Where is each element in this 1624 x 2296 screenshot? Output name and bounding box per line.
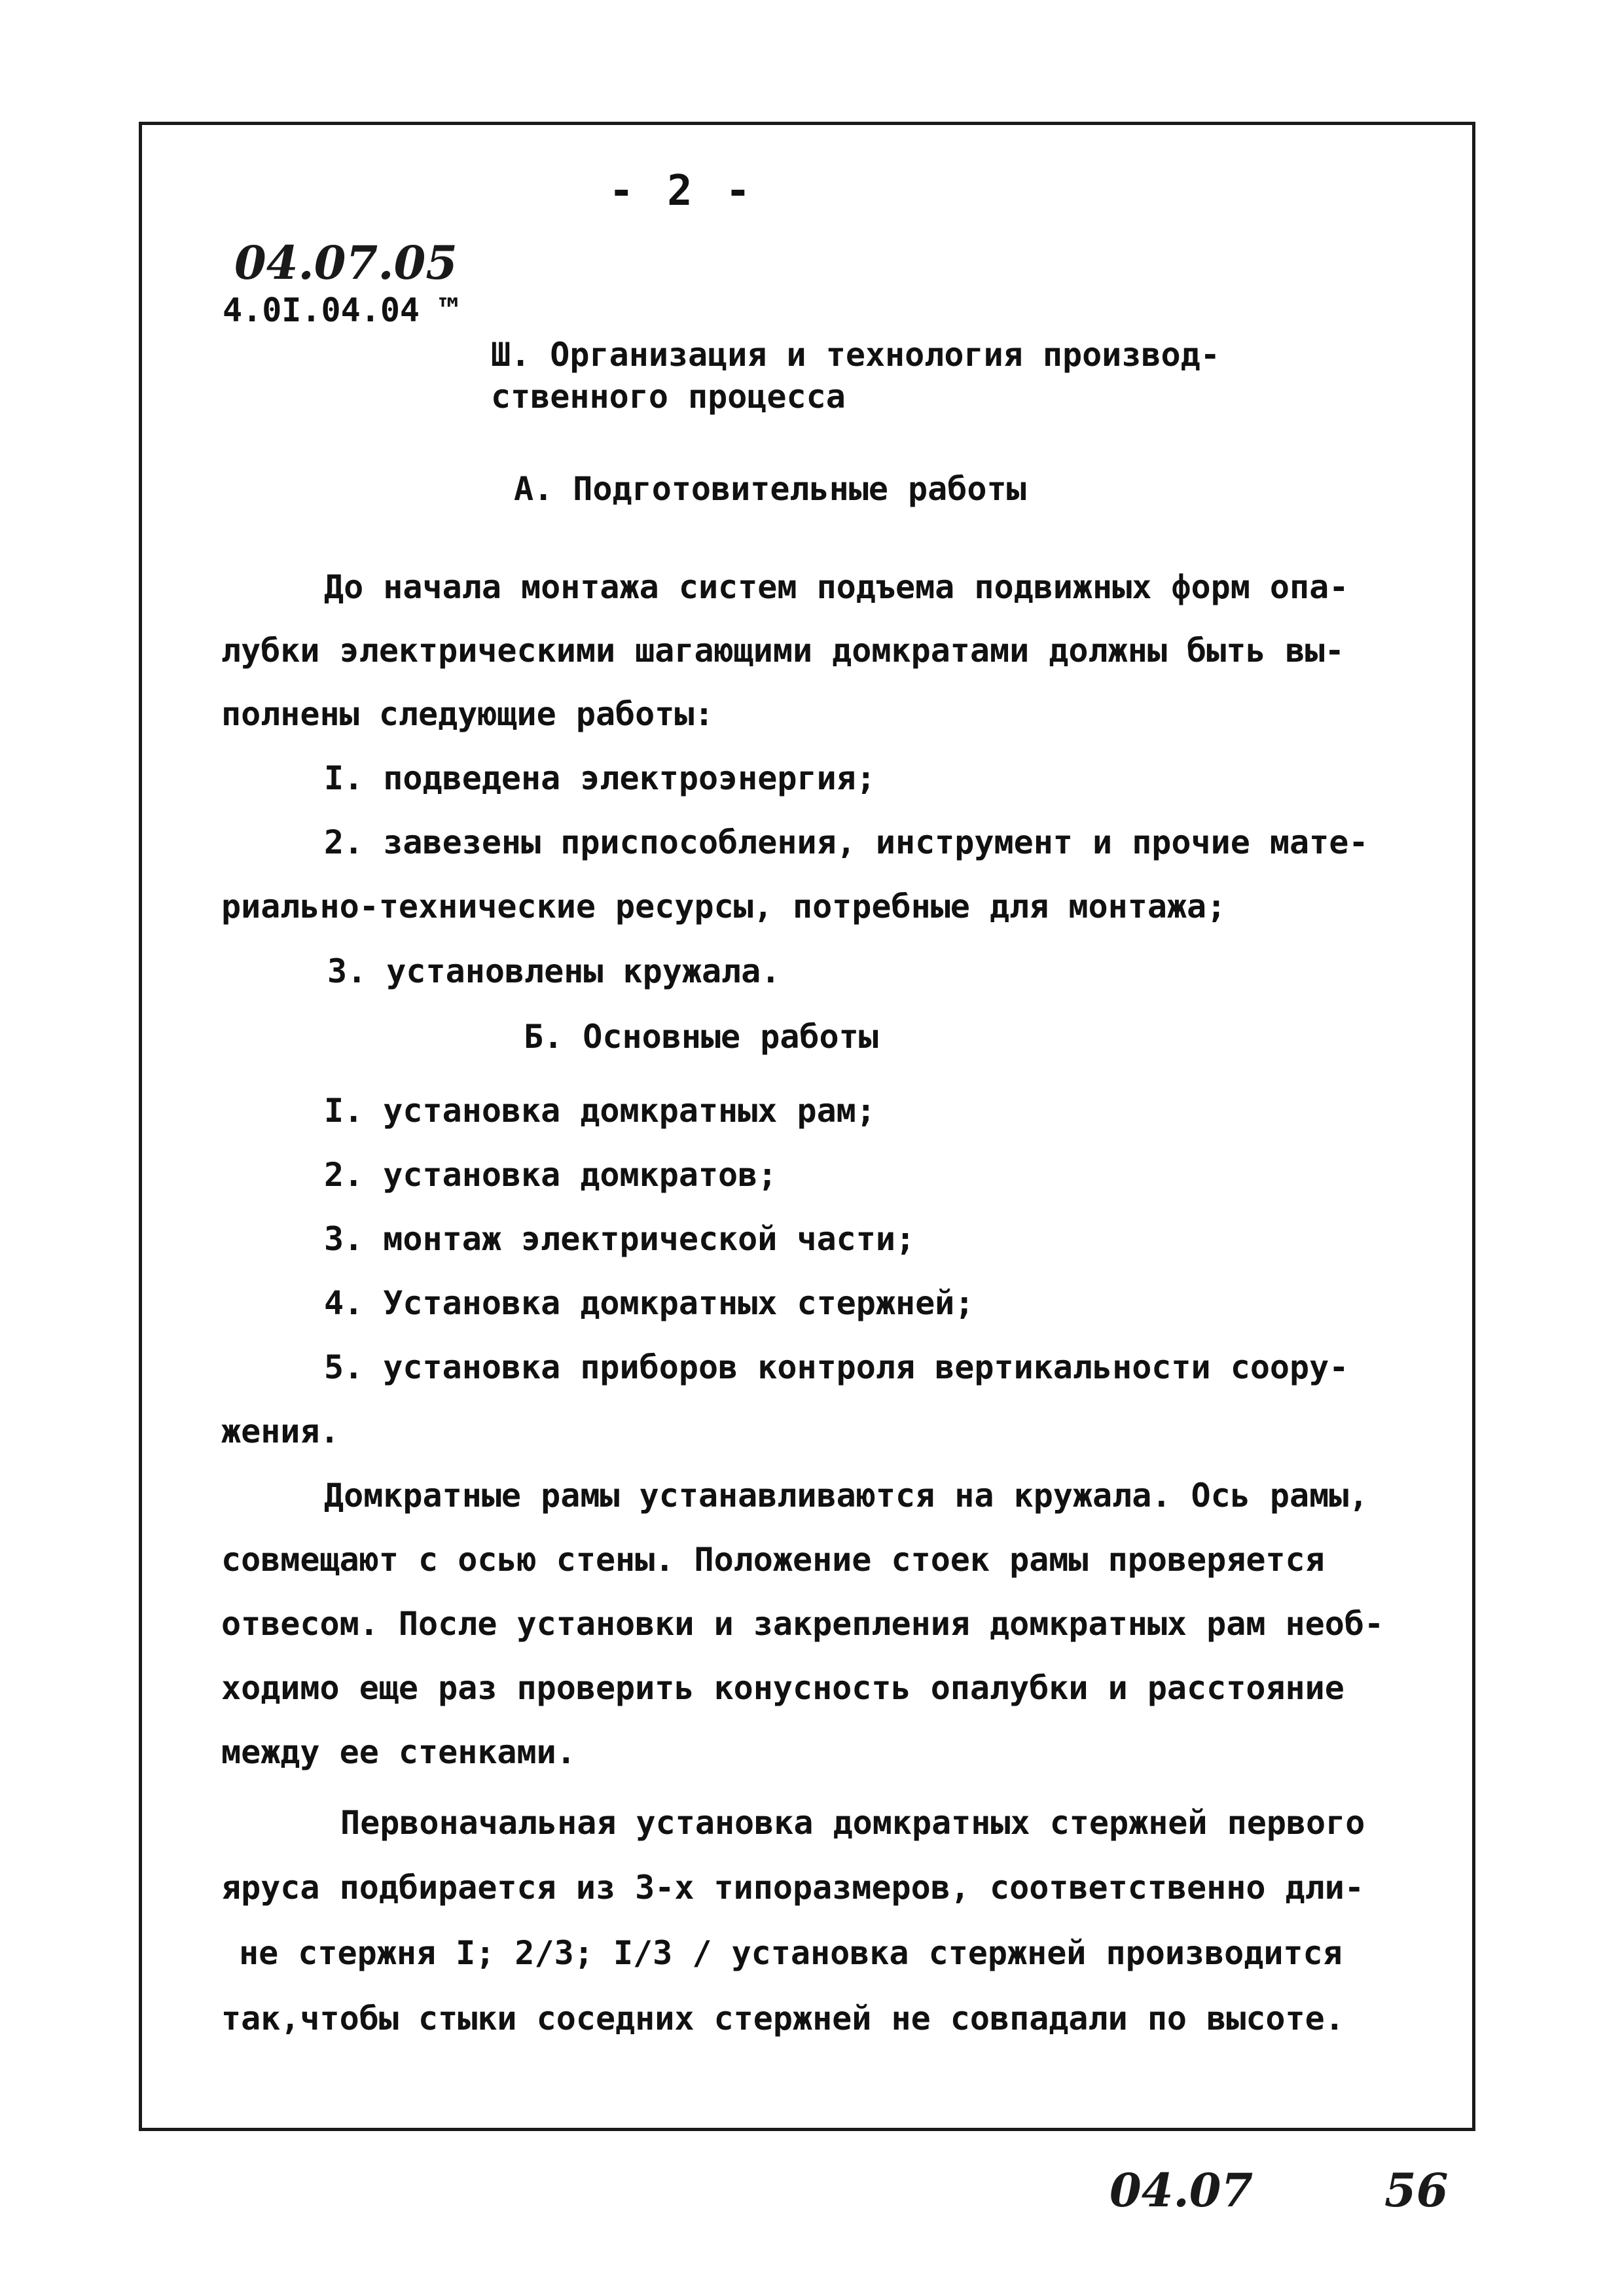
list-item: 3. монтаж электрической части;	[324, 1220, 916, 1258]
document-code: 4.0I.04.04 ™	[223, 291, 460, 329]
body-line: так,чтобы стыки соседних стержней не совпадали по высоте.	[221, 2000, 1344, 2037]
body-line: полнены следующие работы:	[221, 695, 714, 733]
body-line: ходимо еще раз проверить конусность опалубки и расстояние	[221, 1669, 1344, 1707]
list-item: 3. установлены кружала.	[327, 952, 781, 990]
list-item: 2. завезены приспособления, инструмент и прочие мате-	[324, 823, 1369, 861]
body-line: яруса подбирается из 3-х типоразмеров, соответственно дли-	[221, 1869, 1364, 1907]
body-line: Домкратные рамы устанавливаются на кружала. Ось рамы,	[324, 1477, 1369, 1515]
body-line: не стержня I; 2/3; I/3 / установка стержней производится	[239, 1934, 1343, 1972]
heading-preparatory-works: А. Подготовительные работы	[514, 470, 1026, 508]
page-number: - 2 -	[609, 167, 755, 215]
body-line: отвесом. После установки и закрепления домкратных рам необ-	[221, 1605, 1384, 1643]
heading-main-works: Б. Основные работы	[524, 1018, 878, 1056]
handwritten-footer-code: 04.07	[1110, 2163, 1254, 2217]
list-item-continuation: риально-технические ресурсы, потребные для монтажа;	[221, 888, 1227, 925]
body-line: До начала монтажа систем подъема подвижных форм опа-	[324, 568, 1349, 606]
list-item: 4. Установка домкратных стержней;	[324, 1284, 975, 1322]
handwritten-date: 04.07.05	[234, 236, 458, 290]
list-item-continuation: жения.	[221, 1412, 340, 1450]
body-line: лубки электрическими шагающими домкратами должны быть вы-	[221, 632, 1344, 670]
body-line: совмещают с осью стены. Положение стоек рамы проверяется	[221, 1541, 1325, 1579]
list-item: I. подведена электроэнергия;	[324, 759, 876, 797]
list-item: 2. установка домкратов;	[324, 1156, 778, 1194]
body-line: Первоначальная установка домкратных стержней первого	[340, 1804, 1365, 1842]
list-item: I. установка домкратных рам;	[324, 1092, 876, 1130]
body-line: между ее стенками.	[221, 1733, 576, 1771]
handwritten-sheet-number: 56	[1384, 2163, 1449, 2217]
section-title: Ш. Организация и технология производ- ственного процесса	[491, 336, 1220, 416]
list-item: 5. установка приборов контроля вертикальности соору-	[324, 1348, 1349, 1386]
